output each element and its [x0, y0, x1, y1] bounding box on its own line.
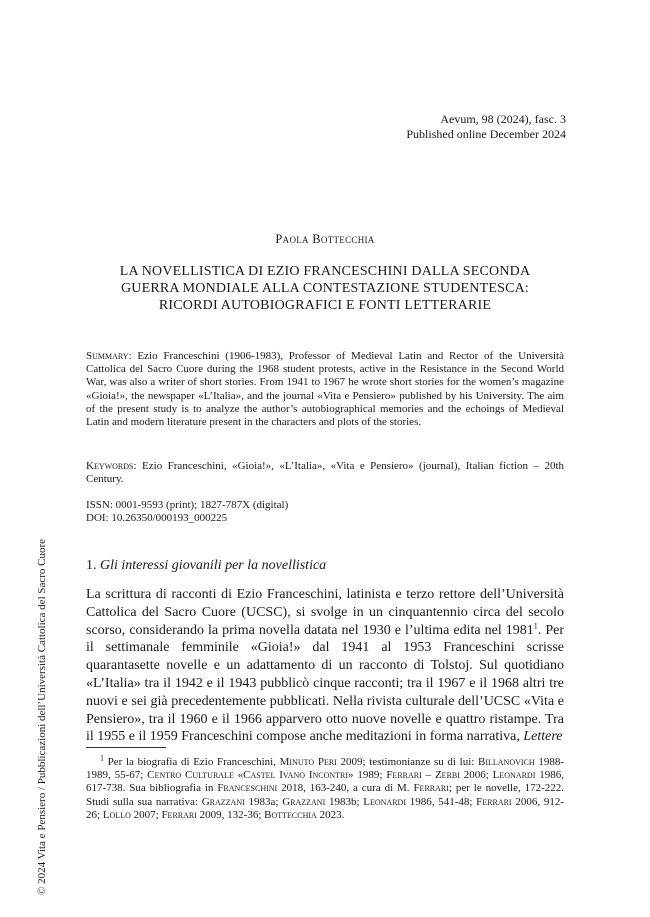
copyright-side-note: © 2024 Vita e Pensiero / Pubblicazioni dell’Università Cattolica del Sacro Cuore — [36, 538, 48, 895]
journal-issue: Aevum, 98 (2024), fasc. 3 — [440, 112, 566, 126]
keywords-label: Keywords: — [86, 460, 137, 472]
footnote-citation-author: Centro Culturale «Castel Ivano Incontri» — [147, 769, 354, 782]
footnote-text: ; per le novelle, 172-222. Studi sulla sua narrativa: — [86, 782, 564, 808]
footnote-citation-author: Leonardi — [492, 769, 536, 782]
footnote-citation-author: Leonardi — [363, 795, 406, 808]
body-text-part: La scrittura di racconti di Ezio Franceschini, latinista e terzo rettore dell’Università Cattolica del Sacro Cuore (UCSC), si svolge in un cinquantennio circa del secolo scorso, considerando la prima novella datata nel 1930 e l’ultima edita nel 1981 — [86, 587, 564, 638]
footnote-citation-author: Ferrari — [161, 808, 197, 821]
footnote-citation-author: Bottecchia — [264, 808, 317, 821]
author-name: Paola Bottecchia — [275, 232, 375, 246]
footnote-citation-author: Ferrari — [413, 782, 449, 795]
body-text-part: . Per il settimanale femminile «Gioia!» dal 1941 al 1953 Franceschini scrisse quarantasette novelle e un adattamento di un racconto di Tolstoj. Sul quotidiano «L’Italia» tra il 1942 e il 1943 pubblicò cinque racconti; tra il 1967 e il 1968 altri tre nuovi e sei già precedentemente pubblicati. Nella rivista culturale dell’UCSC «Vita e Pensiero», tra il 1960 e il 1966 apparvero otto nuove novelle e quattro ristampe. Tra il 1955 e il 1959 Franceschini compose anche meditazioni in forma narrativa, — [86, 622, 564, 745]
keywords — [86, 460, 564, 486]
keywords-text: Ezio Franceschini, «Gioia!», «L’Italia», «Vita e Pensiero» (journal), Italian fiction – 20th Century. — [86, 460, 564, 486]
footnote-citation-author: Ferrari – Zerbi — [386, 769, 460, 782]
footnote-citation-author: Ferrari — [476, 795, 512, 808]
footnote — [86, 753, 565, 822]
footnote-text: Per la biografia di Ezio Franceschini, — [107, 756, 280, 768]
title-line: RICORDI AUTOBIOGRAFICI E FONTI LETTERARIE — [158, 298, 492, 313]
section-number: 1. — [86, 558, 97, 573]
footnote-divider — [86, 747, 166, 748]
footnote-text: 1986, 617-738. Sua bibliografia in — [86, 769, 564, 795]
footnote-citation-author: Billanovich — [478, 756, 535, 768]
footnote-number: 1 — [100, 753, 104, 763]
identifiers — [86, 499, 564, 525]
footnote-text: 2009, 132-36; — [196, 808, 265, 821]
footnote-text: 2009; testimonianze su di lui: — [336, 756, 478, 768]
article-title — [0, 263, 650, 314]
footnote-text: 1983b; — [325, 795, 364, 808]
section-heading — [86, 557, 326, 574]
abstract-text: Ezio Franceschini (1906-1983), Professor of Medieval Latin and Rector of the Università Cattolica del Sacro Cuore during the 1968 student protests, active in the Resistance in the Second World War, was also a writer of short stories. From 1941 to 1967 he wrote short stories for the women’s magazine «Gioia!», the newspaper «L’Italia», and the journal «Vita e Pensiero» published by his University. The aim of the present study is to analyze the author’s autobiographical memories and the echoings of Medieval Latin and modern literature present in the characters and plots of the stories. — [86, 350, 564, 429]
footnote-citation-author: Grazzani — [282, 795, 326, 808]
title-line: GUERRA MONDIALE ALLA CONTESTAZIONE STUDENTESCA: — [120, 281, 530, 296]
footnote-text: 2007; — [130, 808, 162, 821]
footnote-text: 2006; — [459, 769, 493, 782]
abstract-label: Summary: — [86, 350, 132, 362]
doi: DOI: 10.26350/000193_000225 — [86, 512, 228, 525]
title-line: LA NOVELLISTICA DI EZIO FRANCESCHINI DALLA SECONDA — [119, 264, 531, 279]
footnote-text: 1986, 541-48; — [405, 795, 477, 808]
footnote-ref: 1 — [533, 620, 538, 630]
journal-info — [406, 112, 566, 142]
footnote-text: 2006, 912-26; — [86, 795, 564, 821]
footnote-text: 1989; — [353, 769, 387, 782]
footnote-text: 2023. — [316, 808, 345, 821]
footnote-text: 1983a; — [244, 795, 283, 808]
footnote-citation-author: Grazzani — [201, 795, 245, 808]
issn: ISSN: 0001-9593 (print); 1827-787X (digital) — [86, 499, 289, 511]
abstract — [86, 350, 564, 429]
footnote-citation-author: Minuto Peri — [279, 756, 337, 768]
footnote-text: 2018, 163-240, a cura di M. — [277, 782, 414, 795]
body-paragraph — [86, 586, 564, 746]
footnote-text: 1988-1989, 55-67; — [86, 756, 565, 782]
section-title: Gli interessi giovanili per la novellistica — [100, 558, 327, 573]
publication-date: Published online December 2024 — [406, 127, 566, 141]
footnote-citation-author: Lollo — [102, 808, 131, 821]
footnote-citation-author: Franceschini — [217, 782, 278, 795]
body-italic-word: Lettere — [523, 729, 563, 745]
